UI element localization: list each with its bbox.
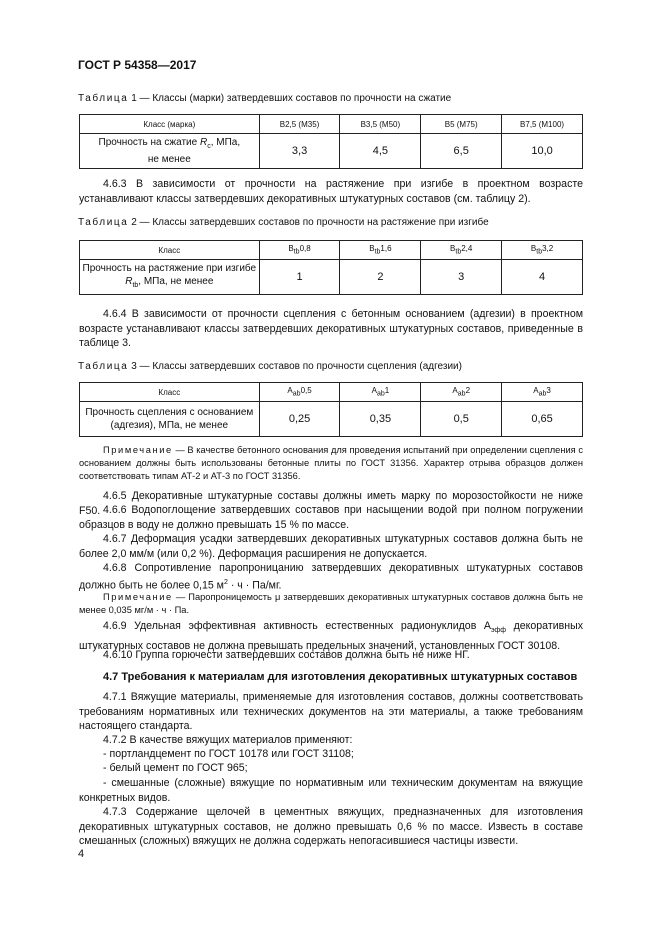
table-2-header-cell: $B_{tb}0,8$ [259,241,340,260]
table-1-header-cell: B7,5 (M100) [502,115,583,134]
table-2-cell: 2 [340,260,421,295]
paragraph-4-6-3: 4.6.3 В зависимости от прочности на растяжение при изгибе в проектном возрасте устанавливают классы затвердевших декоративных штукатурных составов (см. таблицу 2). [79,178,583,205]
list-item: - портландцемент по ГОСТ 10178 или ГОСТ 31108; [103,748,354,760]
table-3-caption: Таблица 3 — Классы затвердевших составов по прочности сцепления (адгезии) [78,361,462,372]
table-2-header-cell: $B_{tb}2,4$ [421,241,502,260]
paragraph-4-6-5: 4.6.5 Декоративные штукатурные составы должны иметь марку по морозостойкости не ниже F50. [79,490,583,517]
table-2-data-row [80,260,583,295]
paragraph-4-6-10: 4.6.10 Группа горючести затвердевших составов должна быть не ниже НГ. [103,649,470,661]
table-3-cell: 0,25 [259,402,340,437]
table-1-cell: 4,5 [340,134,421,169]
table-3-header-cell: Класс [80,383,260,402]
table-1-header-cell: B3,5 (M50) [340,115,421,134]
table-3-header-cell: $A_{ab}1$ [340,383,421,402]
paragraph-4-7-1: 4.7.1 Вяжущие материалы, применяемые для изготовления составов, должны соответствовать требованиям нормативных или технических документов на эти материалы, а также требованиям настоящего стандарта. [79,691,583,732]
table-1-row-label: Прочность на сжатие $R_c$, МПа, не менее [80,134,260,169]
paragraph-4-7-3: 4.7.3 Содержание щелочей в цементных вяжущих, предназначенных для изготовления декоративных штукатурных составов, не должно превышать 0,6 % по массе. Известь в составе смешанных (сложных) вяжущих не должна содержать непогасившиеся частицы извести. [79,806,583,847]
table-1-header-row [80,115,583,134]
table-3-cell: 0,65 [502,402,583,437]
table-2-header-cell: $B_{tb}1,6$ [340,241,421,260]
table-3-cell: 0,5 [421,402,502,437]
table-1-header-cell: B2,5 (M35) [259,115,340,134]
list-item: - смешанные (сложные) вяжущие по нормативным или техническим документам на вяжущие конкретных видов. [79,777,583,804]
table-1 [79,114,583,169]
table-2-cell: 1 [259,260,340,295]
table-1-cell: 10,0 [502,134,583,169]
table-3-row-label: Прочность сцепления с основанием (адгезия), МПа, не менее [80,402,260,437]
table-2-caption: Таблица 2 — Классы затвердевших составов по прочности на растяжение при изгибе [78,217,489,228]
table-3-header-cell: $A_{ab}0,5$ [259,383,340,402]
paragraph-4-6-7: 4.6.7 Деформация усадки затвердевших декоративных штукатурных составов должна быть не более 2,0 мм/м (или 0,2 %). Деформация расширения не допускается. [79,533,583,560]
paragraph-4-6-8: 4.6.8 Сопротивление паропроницанию затвердевших декоративных штукатурных составов должно быть не более 0,15 $м^2 \cdot ч \cdot Па/мг$. [79,562,583,592]
table-1-cell: 6,5 [421,134,502,169]
section-heading-4-7: 4.7 Требования к материалам для изготовления декоративных штукатурных составов [103,671,578,683]
list-item: - белый цемент по ГОСТ 965; [103,762,248,774]
paragraph-4-6-4: 4.6.4 В зависимости от прочности сцепления с бетонным основанием (адгезии) в проектном возрасте устанавливают классы затвердевших декоративных штукатурных составов, приведенные в таблице 3. [79,308,583,349]
note-1: Примечание — В качестве бетонного основания для проведения испытаний при определении сцепления с основанием должны быть использованы бетонные плиты по ГОСТ 31356. Характер отрыва образцов должен соответствовать типам АТ-2 и АТ-3 по ГОСТ 31356. [79,445,583,481]
table-2-header-row [80,241,583,260]
table-1-caption-text: 1 — Классы (марки) затвердевших составов по прочности на сжатие [131,93,452,104]
note-2: Примечание — Паропроницемость μ затвердевших декоративных штукатурных составов должна быть не менее 0,035 мг/м · ч · Па. [79,592,583,615]
table-1-caption [78,93,451,104]
table-2-header-cell: $B_{tb}3,2$ [502,241,583,260]
table-2-header-cell: Класс [80,241,260,260]
table-2-cell: 3 [421,260,502,295]
table-3-cell: 0,35 [340,402,421,437]
table-2-cell: 4 [502,260,583,295]
table-3 [79,382,583,437]
table-1-header-cell: B5 (M75) [421,115,502,134]
table-1-cell: 3,3 [259,134,340,169]
table-3-header-cell: $A_{ab}2$ [421,383,502,402]
page-number: 4 [78,848,85,860]
table-1-header-cell: Класс (марка) [80,115,260,134]
table-2 [79,240,583,295]
table-3-header-cell: $A_{ab}3$ [502,383,583,402]
paragraph-4-6-9: 4.6.9 Удельная эффективная активность естественных радионуклидов $А_{эфф}$ декоративных штукатурных составов не должна превышать предельных значений, установленных ГОСТ 30108. [79,620,583,652]
table-3-header-row [80,383,583,402]
table-1-caption-prefix: Таблица [78,93,129,104]
table-1-data-row [80,134,583,169]
table-3-data-row [80,402,583,437]
table-2-row-label: Прочность на растяжение при изгибе $R_{tb}$, МПа, не менее [80,260,260,295]
document-header: ГОСТ Р 54358—2017 [78,58,197,72]
paragraph-4-6-6: 4.6.6 Водопоглощение затвердевших составов при насыщении водой при полном погружении образцов в воду не должно превышать 15 % по массе. [79,504,583,531]
paragraph-4-7-2: 4.7.2 В качестве вяжущих материалов применяют: [103,734,353,746]
